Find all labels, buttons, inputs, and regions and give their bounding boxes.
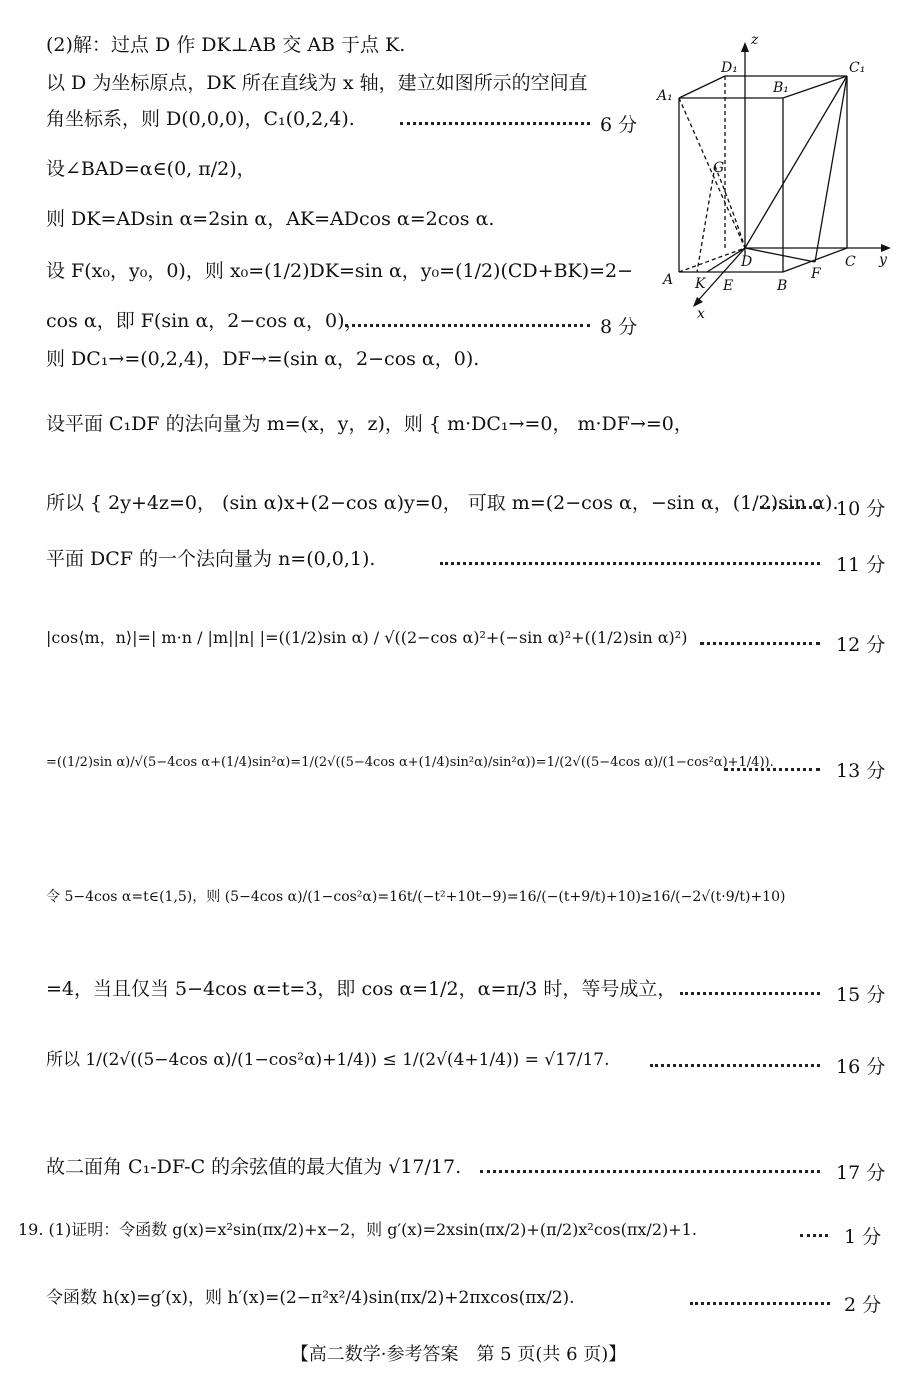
dotted-leader [440, 562, 820, 565]
label-x: x [697, 306, 705, 322]
score-15: 15 分 [836, 984, 886, 1006]
score-12: 12 分 [836, 634, 886, 656]
line-3: 角坐标系，则 D(0,0,0)，C₁(0,2,4). [46, 108, 355, 130]
label-D1: D₁ [721, 60, 738, 76]
label-G: G [713, 160, 725, 176]
score-17: 17 分 [836, 1162, 886, 1184]
score-8: 8 分 [600, 316, 638, 338]
line-9: 设平面 C₁DF 的法向量为 m=(x，y，z)，则 { m·DC₁→=0， m·DF→=0， [46, 413, 693, 435]
label-y: y [879, 252, 887, 268]
line-10: 所以 { 2y+4z=0， (sin α)x+(2−cos α)y=0， 可取 m=(2−cos α，−sin α，(1/2)sin α). [46, 492, 839, 514]
score-16: 16 分 [836, 1056, 886, 1078]
dotted-leader [400, 122, 590, 125]
line-14: 令 5−4cos α=t∈(1,5)，则 (5−4cos α)/(1−cos²α)=16t/(−t²+10t−9)=16/(−(t+9/t)+10)≥16/(−2√(t·9/t)+10) [46, 889, 786, 905]
dotted-leader [724, 768, 820, 771]
score-11: 11 分 [836, 554, 886, 576]
dotted-leader [345, 324, 590, 327]
label-z: z [751, 32, 759, 48]
label-F: F [811, 266, 821, 282]
line-8: 则 DC₁→=(0,2,4)，DF→=(sin α，2−cos α，0). [46, 348, 480, 370]
label-B: B [777, 278, 788, 294]
label-E: E [723, 278, 734, 294]
dotted-leader [760, 506, 820, 509]
geometry-figure [655, 26, 895, 326]
line-6: 设 F(x₀，y₀，0)，则 x₀=(1/2)DK=sin α，y₀=(1/2)(CD+BK)=2− [46, 260, 634, 282]
label-K: K [695, 276, 706, 292]
dotted-leader [690, 1302, 830, 1305]
dotted-leader [800, 1234, 828, 1237]
line-1: (2)解：过点 D 作 DK⊥AB 交 AB 于点 K. [46, 34, 406, 56]
label-D: D [741, 254, 753, 270]
score-10: 10 分 [836, 498, 886, 520]
label-A1: A₁ [657, 88, 673, 104]
line-17: 故二面角 C₁-DF-C 的余弦值的最大值为 √17/17. [46, 1156, 462, 1178]
label-A: A [663, 272, 674, 288]
dotted-leader [680, 992, 820, 995]
page-footer: 【高二数学·参考答案 第 5 页(共 6 页)】 [290, 1344, 627, 1365]
score-1: 1 分 [844, 1226, 882, 1248]
line-13: =((1/2)sin α)/√(5−4cos α+(1/4)sin²α)=1/(2√((5−4cos α+(1/4)sin²α)/sin²α))=1/(2√((5−4cos α)/(1−cos²α)+1/4)). [46, 755, 774, 770]
line-11: 平面 DCF 的一个法向量为 n=(0,0,1). [46, 548, 376, 570]
score-2: 2 分 [844, 1294, 882, 1316]
label-C: C [845, 254, 856, 270]
label-B1: B₁ [773, 80, 789, 96]
line-19: 令函数 h(x)=g′(x)，则 h′(x)=(2−π²x²/4)sin(πx/2)+2πxcos(πx/2). [46, 1288, 575, 1308]
dotted-leader [700, 642, 820, 645]
line-7: cos α，即 F(sin α，2−cos α，0)， [46, 310, 364, 332]
line-5: 则 DK=ADsin α=2sin α，AK=ADcos α=2cos α. [46, 208, 495, 230]
score-6: 6 分 [600, 114, 638, 136]
line-12: |cos⟨m，n⟩|=| m·n / |m||n| |=((1/2)sin α) / √((2−cos α)²+(−sin α)²+((1/2)sin α)²) [46, 628, 688, 647]
line-15: =4，当且仅当 5−4cos α=t=3，即 cos α=1/2，α=π/3 时，等号成立， [46, 978, 677, 1000]
dotted-leader [650, 1064, 820, 1067]
score-13: 13 分 [836, 760, 886, 782]
line-4: 设∠BAD=α∈(0, π/2)， [46, 158, 256, 180]
line-2: 以 D 为坐标原点，DK 所在直线为 x 轴，建立如图所示的空间直 [46, 72, 588, 94]
line-18: 19. (1)证明：令函数 g(x)=x²sin(πx/2)+x−2，则 g′(x)=2xsin(πx/2)+(π/2)x²cos(πx/2)+1. [18, 1220, 697, 1239]
dotted-leader [480, 1170, 820, 1173]
label-C1: C₁ [849, 60, 866, 76]
line-16: 所以 1/(2√((5−4cos α)/(1−cos²α)+1/4)) ≤ 1/(2√(4+1/4)) = √17/17. [46, 1050, 610, 1070]
